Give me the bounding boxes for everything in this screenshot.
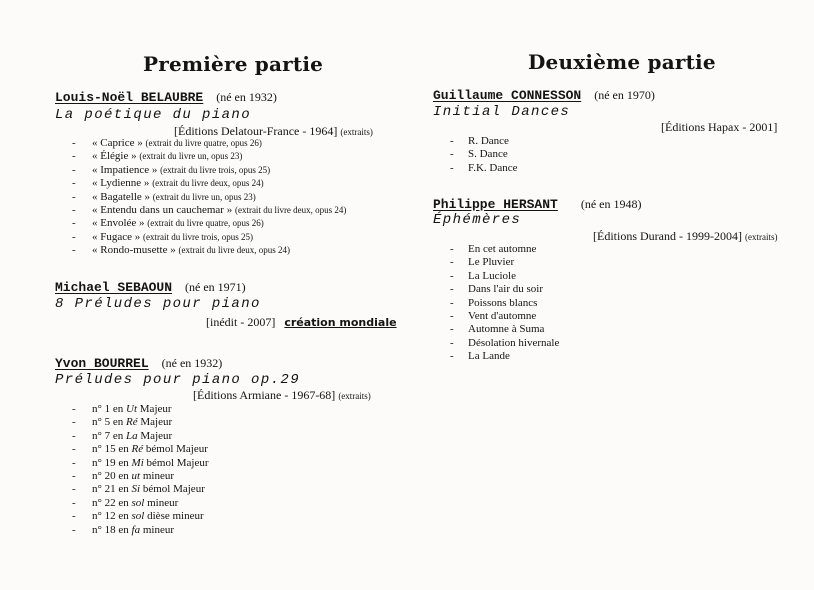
- piece-note: (extrait du livre deux, opus 24): [178, 245, 290, 256]
- prelude-mode: mineur: [142, 470, 175, 483]
- edition-text: [Éditions Durand - 1999-2004]: [593, 229, 742, 243]
- prelude-number: n° 12 en: [92, 510, 129, 523]
- prelude-number: n° 19 en: [92, 456, 129, 469]
- prelude-key: Mi: [131, 456, 144, 469]
- piece-list-hersant: [450, 243, 559, 364]
- prelude-key: La: [126, 429, 138, 442]
- piece-title: « Bagatelle »: [92, 190, 151, 203]
- prelude-mode: mineur: [142, 523, 175, 536]
- list-item: - S. Dance: [450, 148, 518, 161]
- part-one-title: Première partie: [143, 52, 324, 76]
- edition-info: [661, 120, 777, 135]
- prelude-mode: bémol Majeur: [146, 456, 209, 469]
- piece-list-belaubre: [72, 137, 346, 258]
- list-item: [72, 191, 346, 204]
- piece-note: (extrait du livre deux, opus 24): [234, 205, 347, 216]
- piece-title: « Entendu dans un cauchemar »: [92, 204, 233, 217]
- work-title: Initial Dances: [433, 104, 571, 120]
- prelude-number: n° 22 en: [92, 496, 129, 509]
- composer-heading-hersant: [433, 197, 641, 212]
- list-item: [72, 483, 209, 496]
- extraits-label: (extraits): [338, 391, 371, 401]
- piece-list-connesson: [450, 135, 518, 175]
- list-item: - Le Pluvier: [450, 256, 559, 269]
- prelude-number: n° 7 en: [92, 429, 124, 442]
- piece-list-bourrel: [72, 403, 209, 537]
- composer-name: Yvon BOURREL: [55, 356, 149, 371]
- piece-title: « Lydienne »: [92, 177, 150, 190]
- work-title: La poétique du piano: [55, 107, 252, 123]
- composer-heading-sebaoun: [55, 280, 246, 295]
- prelude-number: n° 15 en: [92, 443, 129, 456]
- part-two-title: Deuxième partie: [528, 50, 716, 74]
- list-item: [72, 164, 346, 177]
- edition-text: [inédit - 2007]: [206, 315, 276, 329]
- edition-info: [206, 315, 397, 330]
- prelude-number: n° 20 en: [92, 470, 129, 483]
- edition-text: [Éditions Armiane - 1967-68]: [193, 388, 336, 402]
- prelude-mode: bémol Majeur: [142, 483, 205, 496]
- list-item: [72, 217, 346, 230]
- list-item: [72, 524, 209, 537]
- composer-years: (né en 1932): [216, 90, 277, 104]
- prelude-key: Si: [131, 483, 141, 496]
- piece-note: (extrait du livre quatre, opus 26): [145, 138, 262, 148]
- piece-title: « Élégie »: [92, 150, 137, 163]
- composer-heading-belaubre: [55, 90, 277, 105]
- composer-name: Guillaume CONNESSON: [433, 88, 582, 103]
- list-item: [72, 204, 346, 217]
- prelude-number: n° 21 en: [92, 483, 129, 496]
- composer-years: (né en 1948): [580, 197, 642, 211]
- piece-note: (extrait du livre trois, opus 25): [143, 231, 253, 242]
- list-item: [72, 457, 209, 470]
- prelude-mode: Majeur: [140, 416, 173, 429]
- composer-years: (né en 1971): [185, 280, 246, 294]
- list-item: [72, 430, 209, 443]
- list-item: - La Lande: [450, 350, 559, 363]
- piece-title: « Impatience »: [92, 163, 158, 176]
- work-title: 8 Préludes pour piano: [55, 296, 261, 312]
- piece-note: (extrait du livre quatre, opus 26): [147, 218, 264, 229]
- prelude-mode: dièse mineur: [147, 510, 204, 523]
- prelude-key: Ré: [131, 443, 144, 456]
- list-item: - Automne à Suma: [450, 323, 559, 336]
- edition-text: [Éditions Hapax - 2001]: [661, 120, 778, 134]
- list-item: [72, 416, 209, 429]
- list-item: [72, 510, 209, 523]
- piece-note: (extrait du livre un, opus 23): [139, 151, 243, 162]
- prelude-key: sol: [131, 496, 145, 509]
- prelude-number: n° 18 en: [92, 523, 129, 536]
- composer-name: Michael SEBAOUN: [55, 280, 173, 295]
- list-item: [72, 231, 346, 244]
- extraits-label: (extraits): [340, 127, 373, 137]
- list-item: [72, 137, 346, 150]
- list-item: - Vent d'automne: [450, 310, 559, 323]
- extraits-label: (extraits): [744, 232, 778, 242]
- list-item: - R. Dance: [450, 135, 518, 148]
- edition-info: [193, 388, 371, 403]
- list-item: [72, 497, 209, 510]
- piece-title: « Caprice »: [92, 137, 143, 149]
- list-item: [72, 150, 346, 163]
- work-title: Éphémères: [433, 212, 522, 228]
- prelude-key: Ut: [126, 403, 138, 415]
- composer-name: Philippe HERSANT: [433, 197, 558, 212]
- list-item: - Désolation hivernale: [450, 337, 559, 350]
- list-item: [72, 470, 209, 483]
- list-item: - Poissons blancs: [450, 297, 559, 310]
- list-item: - Dans l'air du soir: [450, 283, 559, 296]
- list-item: [72, 443, 209, 456]
- piece-title: « Rondo-musette »: [92, 244, 176, 257]
- list-item: - F.K. Dance: [450, 162, 518, 175]
- list-item: - En cet automne: [450, 243, 559, 256]
- composer-name: Louis-Noël BELAUBRE: [55, 90, 204, 105]
- composer-heading-connesson: [433, 88, 655, 103]
- edition-text: [Éditions Delatour-France - 1964]: [174, 124, 338, 138]
- piece-title: « Fugace »: [92, 230, 141, 243]
- composer-years: (né en 1932): [161, 356, 223, 370]
- list-item: [72, 177, 346, 190]
- composer-heading-bourrel: [55, 356, 222, 371]
- piece-note: (extrait du livre un, opus 23): [152, 191, 256, 202]
- piece-title: « Envolée »: [92, 217, 145, 230]
- prelude-key: fa: [131, 523, 141, 536]
- prelude-mode: bémol Majeur: [145, 443, 208, 456]
- piece-note: (extrait du livre trois, opus 25): [160, 164, 271, 175]
- edition-info: [593, 229, 777, 244]
- prelude-number: n° 5 en: [92, 416, 124, 429]
- premiere-label: création mondiale: [284, 316, 397, 329]
- list-item: - La Luciole: [450, 270, 559, 283]
- prelude-key: Ré: [126, 416, 138, 429]
- prelude-mode: Majeur: [139, 403, 172, 415]
- prelude-mode: Majeur: [140, 429, 173, 442]
- list-item: [72, 403, 209, 416]
- work-title: Préludes pour piano op.29: [55, 372, 301, 388]
- piece-note: (extrait du livre deux, opus 24): [152, 178, 264, 189]
- list-item: [72, 244, 346, 257]
- prelude-mode: mineur: [147, 496, 179, 509]
- prelude-number: n° 1 en: [92, 403, 124, 415]
- prelude-key: sol: [131, 510, 145, 523]
- composer-years: (né en 1970): [594, 88, 655, 102]
- prelude-key: ut: [131, 470, 141, 483]
